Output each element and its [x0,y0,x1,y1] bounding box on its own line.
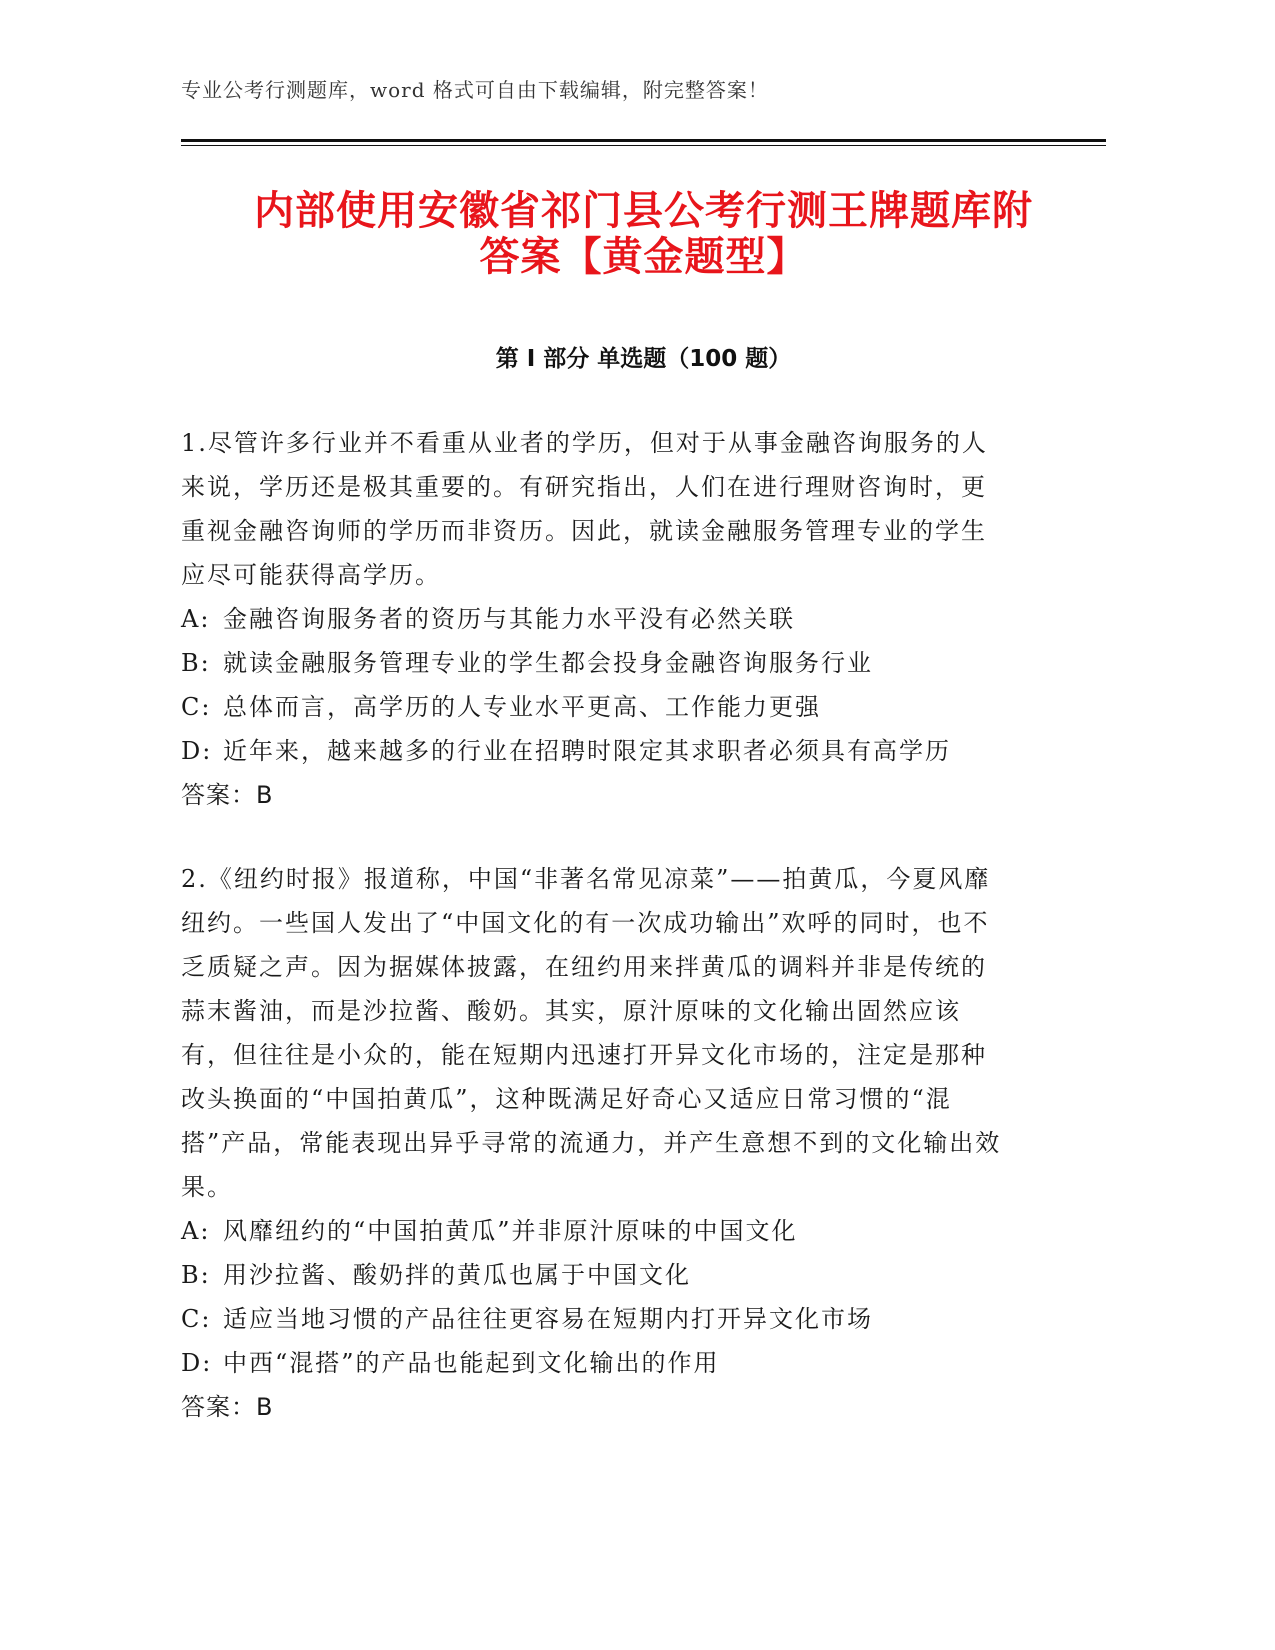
option-text: 总体而言，高学历的人专业水平更高、工作能力更强 [223,693,821,721]
option-letter: C: [181,1305,212,1333]
section-heading: 第 I 部分 单选题（100 题） [495,346,792,372]
option-letter: A: [181,1217,211,1245]
answer-line: 答案：B [181,781,274,809]
question-2 [181,857,1011,1429]
option-d [181,1341,1011,1385]
option-text: 近年来，越来越多的行业在招聘时限定其求职者必须具有高学历 [223,737,951,765]
option-c [181,685,1011,729]
option-c [181,1297,1011,1341]
option-text: 用沙拉酱、酸奶拌的黄瓜也属于中国文化 [223,1261,691,1289]
question-stem: 1.尽管许多行业并不看重从业者的学历，但对于从事金融咨询服务的人来说，学历还是极其重要的。有研究指出，人们在进行理财咨询时，更重视金融咨询师的学历而非资历。因此，就读金融服务管理专业的学生应尽可能获得高学历。 [181,429,988,589]
option-b [181,641,1011,685]
option-text: 金融咨询服务者的资历与其能力水平没有必然关联 [223,605,795,633]
option-letter: D: [181,1349,213,1377]
question-stem: 2.《纽约时报》报道称，中国“非著名常见凉菜”——拍黄瓜，今夏风靡纽约。一些国人发出了“中国文化的有一次成功输出”欢呼的同时，也不乏质疑之声。因为据媒体披露，在纽约用来拌黄瓜的调料并非是传统的蒜末酱油，而是沙拉酱、酸奶。其实，原汁原味的文化输出固然应该有，但往往是小众的，能在短期内迅速打开异文化市场的，注定是那种改头换面的“中国拍黄瓜”，这种既满足好奇心又适应日常习惯的“混搭”产品，常能表现出异乎寻常的流通力，并产生意想不到的文化输出效果。 [181,865,1002,1201]
header-note: 专业公考行测题库，word 格式可自由下载编辑，附完整答案！ [181,78,769,102]
option-letter: D: [181,737,213,765]
option-letter: B: [181,1261,211,1289]
option-letter: C: [181,693,212,721]
option-d [181,729,1011,773]
option-letter: A: [181,605,211,633]
question-1 [181,421,1011,817]
option-text: 风靡纽约的“中国拍黄瓜”并非原汁原味的中国文化 [223,1217,798,1245]
option-letter: B: [181,649,211,677]
option-a [181,1209,1011,1253]
document-title [181,188,1106,280]
option-b [181,1253,1011,1297]
option-text: 就读金融服务管理专业的学生都会投身金融咨询服务行业 [223,649,873,677]
option-text: 适应当地习惯的产品往往更容易在短期内打开异文化市场 [223,1305,873,1333]
header-divider-thin [181,145,1106,146]
header-divider-thick [181,139,1106,142]
document-title-line-2: 答案【黄金题型】 [479,234,808,280]
option-text: 中西“混搭”的产品也能起到文化输出的作用 [223,1349,720,1377]
option-a [181,597,1011,641]
answer-line: 答案：B [181,1393,274,1421]
document-title-line-1: 内部使用安徽省祁门县公考行测王牌题库附 [254,188,1033,234]
